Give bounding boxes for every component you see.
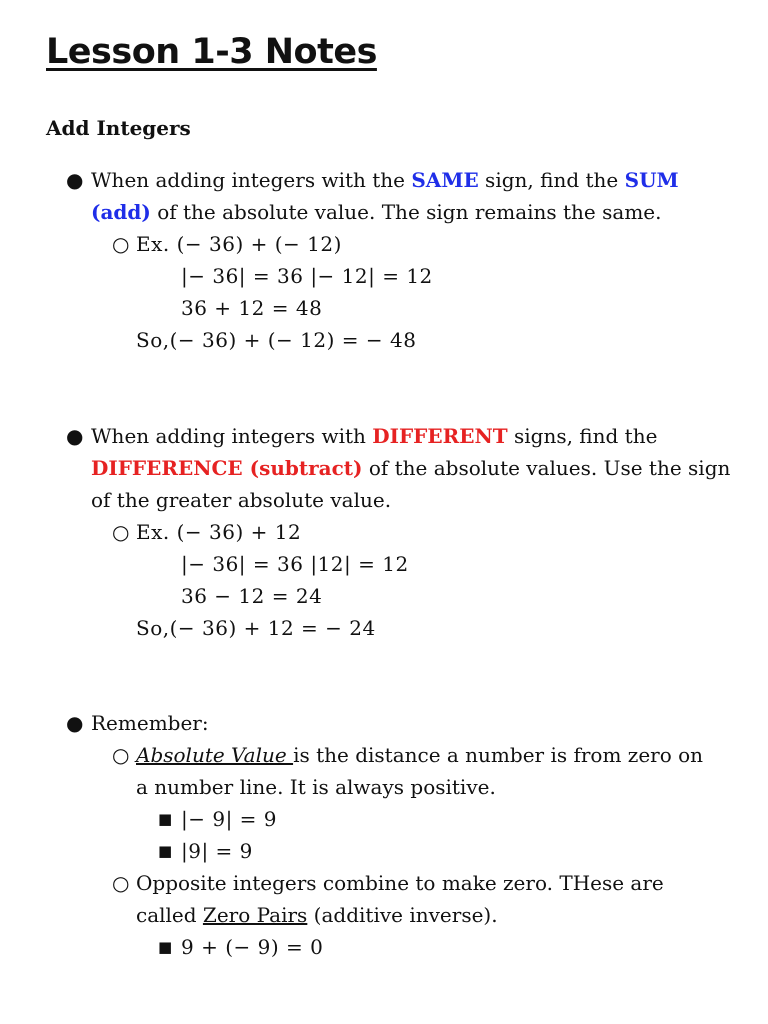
diff-sign-line-2 xyxy=(91,452,730,484)
same-example-line xyxy=(136,228,342,260)
same-sign-text-a: When adding integers with the xyxy=(91,168,412,192)
absolute-value-def-a: is the distance a number is from zero on xyxy=(293,743,704,767)
same-result-line xyxy=(136,324,416,356)
absolute-value-line-2: a number line. It is always positive. xyxy=(136,775,496,799)
page-title: Lesson 1-3 Notes xyxy=(46,32,377,72)
diff-example-line xyxy=(136,516,301,548)
abs-example-2: |9| = 9 xyxy=(181,839,253,863)
subbullet-absolute-value: ○ xyxy=(112,743,130,767)
section-heading-add-integers: Add Integers xyxy=(46,116,191,140)
same-keyword: SAME xyxy=(411,168,479,192)
absolute-value-term: Absolute Value xyxy=(136,743,294,767)
diff-result-line xyxy=(136,612,376,644)
diff-diff-line: 36 − 12 = 24 xyxy=(181,584,323,608)
same-sign-text-c: of the absolute value. The sign remains the same. xyxy=(150,200,662,224)
bullet-same-sign: ● xyxy=(66,168,84,192)
zero-pair-example: 9 + (− 9) = 0 xyxy=(181,935,324,959)
remember-label: Remember: xyxy=(91,711,209,735)
zero-pairs-term: Zero Pairs xyxy=(202,903,308,927)
sum-keyword: SUM xyxy=(624,168,679,192)
opposites-text-b: (additive inverse). xyxy=(307,903,498,927)
opposites-text-a: called xyxy=(136,903,203,927)
same-result-expression: (− 36) + (− 12) = − 48 xyxy=(169,328,417,352)
subbullet-opposites: ○ xyxy=(112,871,130,895)
different-keyword: DIFFERENT xyxy=(372,424,508,448)
diff-sign-text-b: signs, find the xyxy=(507,424,658,448)
absolute-value-line-1 xyxy=(136,739,703,771)
diff-example-expression: (− 36) + 12 xyxy=(176,520,302,544)
same-sign-line-2 xyxy=(91,196,661,228)
diff-sign-text-c: of the absolute values. Use the sign xyxy=(362,456,731,480)
bullet-remember: ● xyxy=(66,711,84,735)
same-sign-text-b: sign, find the xyxy=(478,168,625,192)
same-sum-line: 36 + 12 = 48 xyxy=(181,296,323,320)
opposites-line-2 xyxy=(136,899,498,931)
same-example-label: Ex. xyxy=(136,232,170,256)
opposites-line-1: Opposite integers combine to make zero. THese are xyxy=(136,871,664,895)
square-bullet-zero-pair: ■ xyxy=(158,938,173,956)
square-bullet-abs-1: ■ xyxy=(158,810,173,828)
abs-example-1: |− 9| = 9 xyxy=(181,807,278,831)
diff-result-label: So, xyxy=(136,616,170,640)
same-abs-line: |− 36| = 36 |− 12| = 12 xyxy=(181,264,433,288)
add-keyword: (add) xyxy=(91,200,151,224)
subbullet-diff-example: ○ xyxy=(112,520,130,544)
subbullet-same-example: ○ xyxy=(112,232,130,256)
diff-abs-line: |− 36| = 36 |12| = 12 xyxy=(181,552,409,576)
square-bullet-abs-2: ■ xyxy=(158,842,173,860)
diff-result-expression: (− 36) + 12 = − 24 xyxy=(169,616,376,640)
same-example-expression: (− 36) + (− 12) xyxy=(176,232,342,256)
diff-sign-text-a: When adding integers with xyxy=(91,424,373,448)
same-result-label: So, xyxy=(136,328,170,352)
diff-example-label: Ex. xyxy=(136,520,170,544)
bullet-different-sign: ● xyxy=(66,424,84,448)
diff-sign-line-1 xyxy=(91,420,657,452)
same-sign-line-1 xyxy=(91,164,679,196)
diff-sign-line-3: of the greater absolute value. xyxy=(91,488,392,512)
difference-keyword: DIFFERENCE (subtract) xyxy=(91,456,363,480)
